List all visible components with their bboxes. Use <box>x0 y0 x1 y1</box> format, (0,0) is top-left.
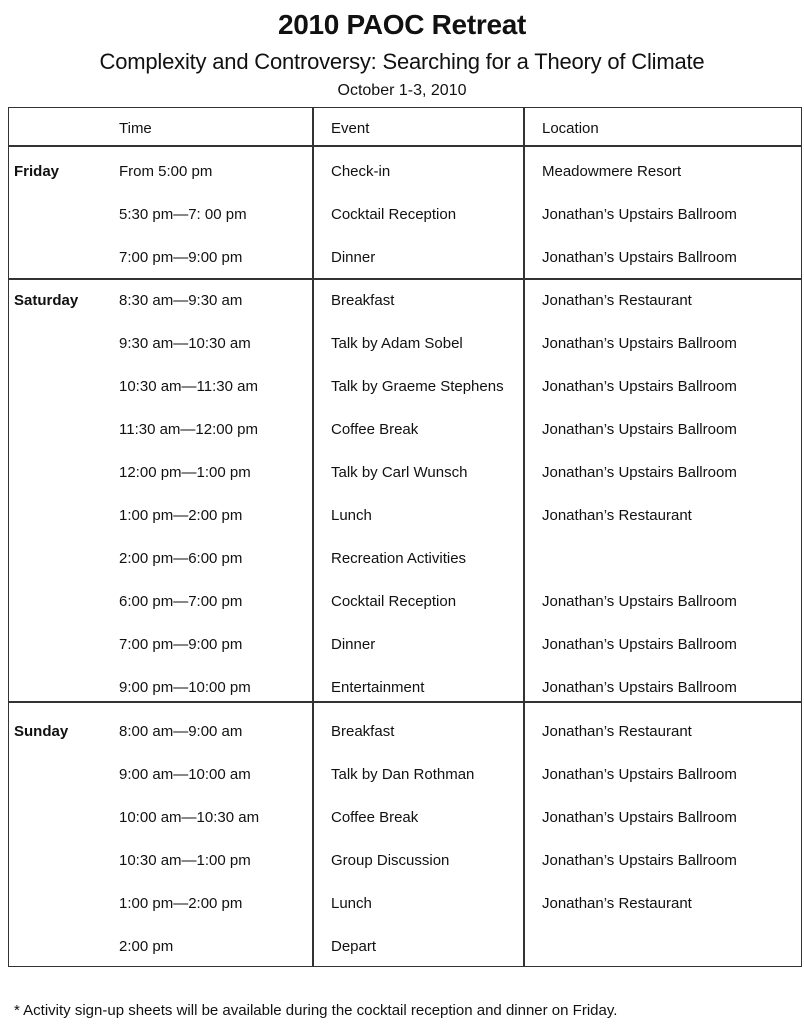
time-cell: 10:30 am—11:30 am <box>119 378 258 395</box>
table-row <box>0 377 804 397</box>
event-cell: Cocktail Reception <box>331 593 457 610</box>
table-row <box>0 765 804 785</box>
location-cell: Jonathan’s Upstairs Ballroom <box>542 464 737 481</box>
table-row <box>0 291 804 311</box>
table-row <box>0 808 804 828</box>
table-row <box>0 334 804 354</box>
time-cell: 5:30 pm—7: 00 pm <box>119 206 247 223</box>
table-row <box>0 851 804 871</box>
time-cell: 1:00 pm—2:00 pm <box>119 507 243 524</box>
table-row <box>0 894 804 914</box>
table-row <box>0 420 804 440</box>
table-row <box>0 937 804 957</box>
event-date: October 1-3, 2010 <box>337 82 467 99</box>
time-cell: 8:00 am—9:00 am <box>119 723 243 740</box>
time-cell: 1:00 pm—2:00 pm <box>119 895 243 912</box>
column-header-time: Time <box>119 120 152 137</box>
event-cell: Talk by Adam Sobel <box>331 335 463 352</box>
column-divider <box>312 107 314 967</box>
event-cell: Recreation Activities <box>331 550 467 567</box>
time-cell: 9:00 am—10:00 am <box>119 766 251 783</box>
event-cell: Talk by Graeme Stephens <box>331 378 504 395</box>
event-cell: Group Discussion <box>331 852 450 869</box>
time-cell: From 5:00 pm <box>119 163 213 180</box>
table-row <box>0 506 804 526</box>
location-cell: Jonathan’s Restaurant <box>542 292 692 309</box>
table-row <box>0 635 804 655</box>
event-cell: Breakfast <box>331 723 395 740</box>
location-cell: Meadowmere Resort <box>542 163 682 180</box>
time-cell: 11:30 am—12:00 pm <box>119 421 258 438</box>
table-row <box>0 592 804 612</box>
column-divider <box>523 107 525 967</box>
location-cell: Jonathan’s Upstairs Ballroom <box>542 249 737 266</box>
table-row <box>0 205 804 225</box>
time-cell: 2:00 pm <box>119 938 174 955</box>
time-cell: 9:30 am—10:30 am <box>119 335 251 352</box>
time-cell: 8:30 am—9:30 am <box>119 292 243 309</box>
event-cell: Talk by Dan Rothman <box>331 766 475 783</box>
time-cell: 6:00 pm—7:00 pm <box>119 593 243 610</box>
location-cell: Jonathan’s Upstairs Ballroom <box>542 852 737 869</box>
schedule-table <box>8 107 802 967</box>
event-cell: Dinner <box>331 636 376 653</box>
event-cell: Coffee Break <box>331 809 419 826</box>
event-cell: Breakfast <box>331 292 395 309</box>
table-row <box>0 162 804 182</box>
location-cell: Jonathan’s Upstairs Ballroom <box>542 593 737 610</box>
location-cell: Jonathan’s Restaurant <box>542 723 692 740</box>
location-cell: Jonathan’s Restaurant <box>542 507 692 524</box>
table-row <box>0 678 804 698</box>
time-cell: 7:00 pm—9:00 pm <box>119 636 243 653</box>
table-row <box>0 722 804 742</box>
table-row <box>0 549 804 569</box>
event-cell: Check-in <box>331 163 391 180</box>
page-title: 2010 PAOC Retreat <box>277 9 527 40</box>
event-cell: Lunch <box>331 895 372 912</box>
day-label: Sunday <box>14 723 69 740</box>
day-divider <box>8 278 802 280</box>
location-cell: Jonathan’s Restaurant <box>542 895 692 912</box>
footnote: * Activity sign-up sheets will be available during the cocktail reception and dinner on Friday. <box>14 1002 618 1019</box>
day-divider <box>8 701 802 703</box>
location-cell: Jonathan’s Upstairs Ballroom <box>542 636 737 653</box>
location-cell: Jonathan’s Upstairs Ballroom <box>542 679 737 696</box>
location-cell: Jonathan’s Upstairs Ballroom <box>542 378 737 395</box>
event-cell: Depart <box>331 938 377 955</box>
location-cell: Jonathan’s Upstairs Ballroom <box>542 809 737 826</box>
table-row <box>0 248 804 268</box>
event-cell: Talk by Carl Wunsch <box>331 464 468 481</box>
table-header-row <box>0 119 804 139</box>
table-row <box>0 463 804 483</box>
time-cell: 10:00 am—10:30 am <box>119 809 260 826</box>
header-divider <box>8 145 802 147</box>
column-header-event: Event <box>331 120 370 137</box>
location-cell: Jonathan’s Upstairs Ballroom <box>542 335 737 352</box>
event-cell: Cocktail Reception <box>331 206 457 223</box>
location-cell: Jonathan’s Upstairs Ballroom <box>542 421 737 438</box>
time-cell: 12:00 pm—1:00 pm <box>119 464 251 481</box>
page-subtitle: Complexity and Controversy: Searching for a Theory of Climate <box>99 49 705 74</box>
time-cell: 10:30 am—1:00 pm <box>119 852 251 869</box>
time-cell: 2:00 pm—6:00 pm <box>119 550 243 567</box>
time-cell: 9:00 pm—10:00 pm <box>119 679 251 696</box>
event-cell: Lunch <box>331 507 372 524</box>
location-cell: Jonathan’s Upstairs Ballroom <box>542 206 737 223</box>
time-cell: 7:00 pm—9:00 pm <box>119 249 243 266</box>
event-cell: Entertainment <box>331 679 425 696</box>
event-cell: Coffee Break <box>331 421 419 438</box>
event-cell: Dinner <box>331 249 376 266</box>
day-label: Saturday <box>14 292 79 309</box>
location-cell: Jonathan’s Upstairs Ballroom <box>542 766 737 783</box>
column-header-location: Location <box>542 120 599 137</box>
day-label: Friday <box>14 163 60 180</box>
